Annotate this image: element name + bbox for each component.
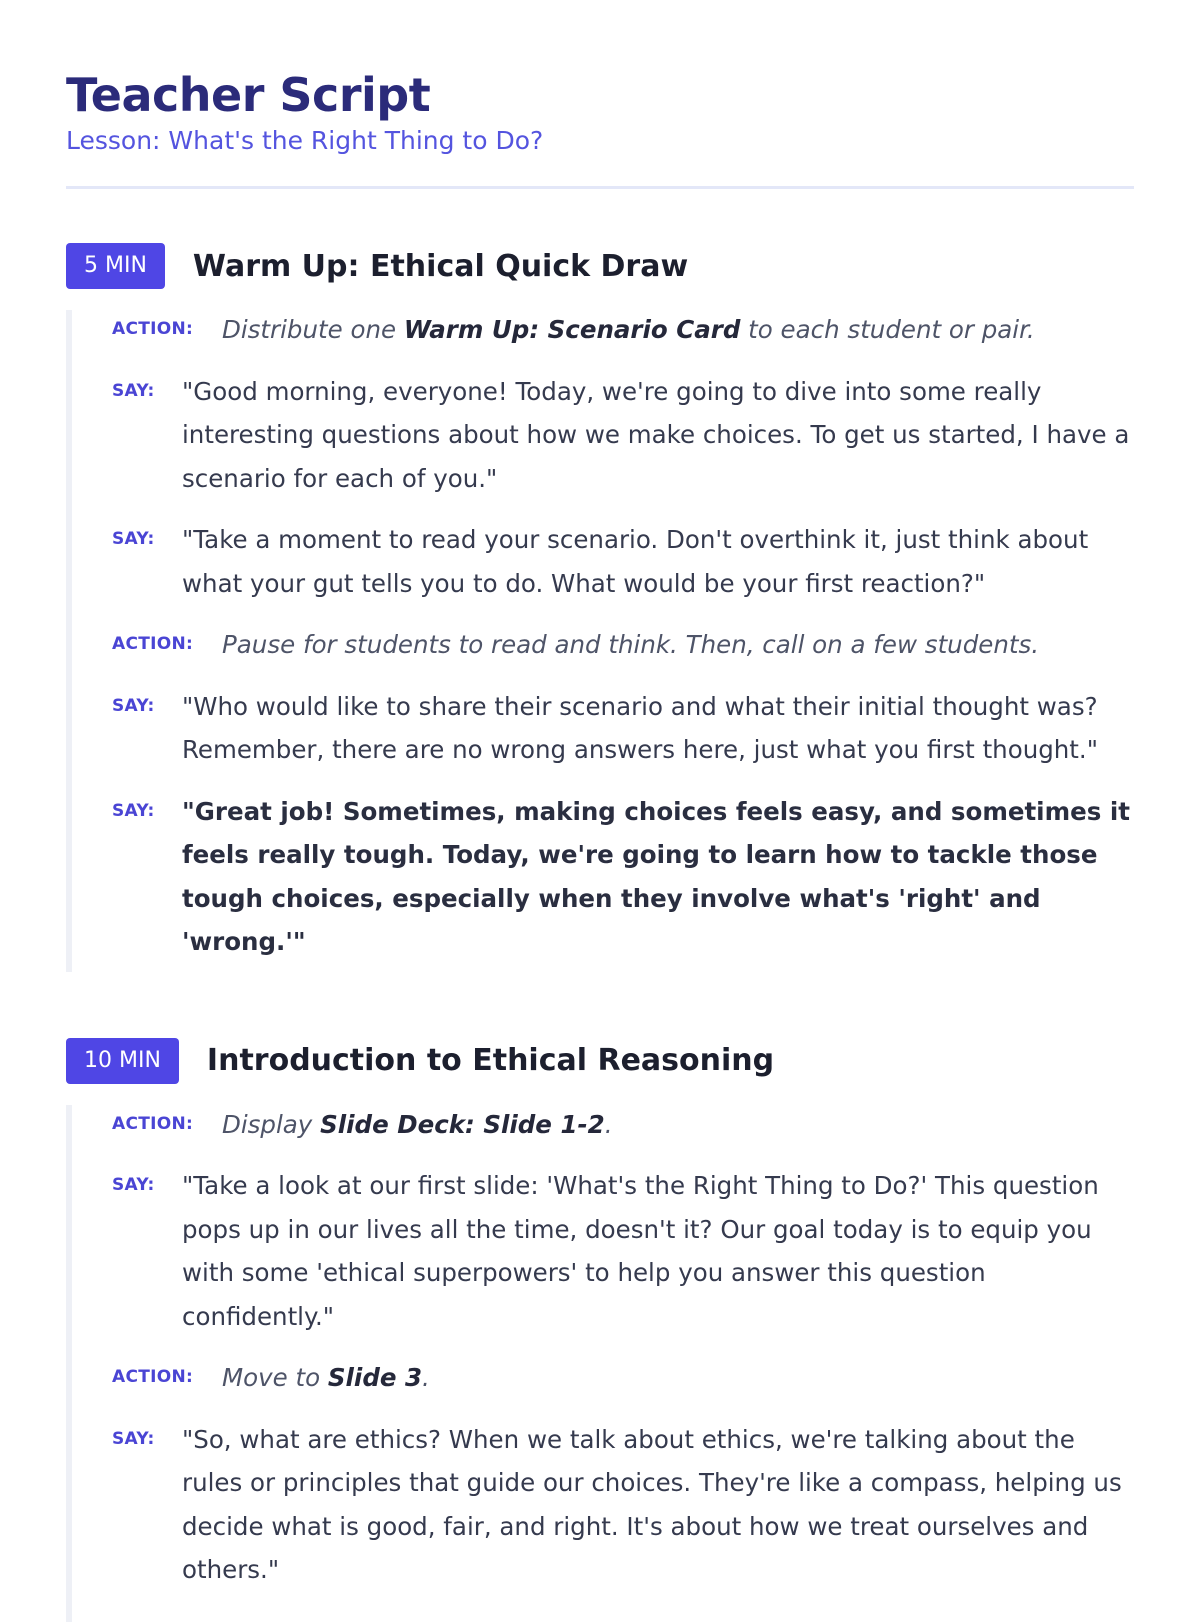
header-divider xyxy=(66,186,1134,189)
say-text: "Take a moment to read your scenario. Don't overthink it, just think about what your gut tells you to do. What would be your first reaction?" xyxy=(182,525,1089,598)
action-label: ACTION: xyxy=(112,1367,194,1387)
say-step xyxy=(112,1168,1134,1338)
time-badge: 10 MIN xyxy=(66,1038,179,1084)
section-header xyxy=(66,1037,1134,1085)
material-name: Slide 3 xyxy=(327,1363,423,1392)
say-step xyxy=(112,522,1134,605)
action-text: Distribute one Warm Up: Scenario Card to each student or pair. xyxy=(222,315,1035,344)
section-header xyxy=(66,242,1134,290)
action-step xyxy=(112,627,1134,667)
lesson-subtitle: Lesson: What's the Right Thing to Do? xyxy=(66,126,544,155)
action-text: Move to Slide 3. xyxy=(222,1363,430,1392)
say-text: "Take a look at our first slide: 'What's the Right Thing to Do?' This question pops up in our lives all the time, doesn't it? Our goal today is to equip you with some 'ethical superpowers' to help you answer this question confidently." xyxy=(182,1171,1099,1331)
say-label: SAY: xyxy=(112,800,155,821)
section-warm-up xyxy=(66,242,1134,972)
material-name: Slide Deck: Slide 1-2 xyxy=(320,1109,605,1139)
action-step xyxy=(112,312,1134,352)
say-step xyxy=(112,1422,1134,1592)
action-text: Display Slide Deck: Slide 1-2. xyxy=(222,1109,613,1139)
page-title: Teacher Script xyxy=(66,68,431,122)
say-label: SAY: xyxy=(112,380,155,401)
step-list xyxy=(66,310,1134,972)
action-step xyxy=(112,1107,1134,1147)
action-label: ACTION: xyxy=(112,319,194,339)
say-text: "Great job! Sometimes, making choices feels easy, and sometimes it feels really tough. Today, we're going to learn how to tackle those tough choices, especially when they involve what's 'right' and 'wrong.'" xyxy=(182,796,1130,956)
step-list xyxy=(66,1105,1134,1622)
time-badge: 5 MIN xyxy=(66,243,165,289)
say-label: SAY: xyxy=(112,695,155,716)
say-label: SAY: xyxy=(112,529,155,549)
say-text: "So, what are ethics? When we talk about ethics, we're talking about the rules or principles that guide our choices. They're like a compass, helping us decide what is good, fair, and right. It's about how we treat ourselves and others." xyxy=(182,1424,1122,1584)
action-label: ACTION: xyxy=(112,1113,194,1134)
say-step xyxy=(112,374,1134,501)
action-step xyxy=(112,1360,1134,1400)
say-label: SAY: xyxy=(112,1175,155,1195)
material-name: Warm Up: Scenario Card xyxy=(403,315,741,344)
say-text: "Who would like to share their scenario and what their initial thought was? Remember, there are no wrong answers here, just what you first thought." xyxy=(182,691,1098,764)
section-introduction xyxy=(66,1037,1134,1622)
section-title: Warm Up: Ethical Quick Draw xyxy=(192,248,689,284)
action-label: ACTION: xyxy=(112,634,194,654)
say-text: "Good morning, everyone! Today, we're going to dive into some really interesting questions about how we make choices. To get us started, I have a scenario for each of you." xyxy=(182,376,1130,493)
action-text: Pause for students to read and think. Then, call on a few students. xyxy=(222,630,1040,659)
say-step xyxy=(112,689,1134,772)
say-step-emphasis xyxy=(112,794,1134,964)
section-title: Introduction to Ethical Reasoning xyxy=(206,1043,775,1078)
say-label: SAY: xyxy=(112,1428,155,1449)
